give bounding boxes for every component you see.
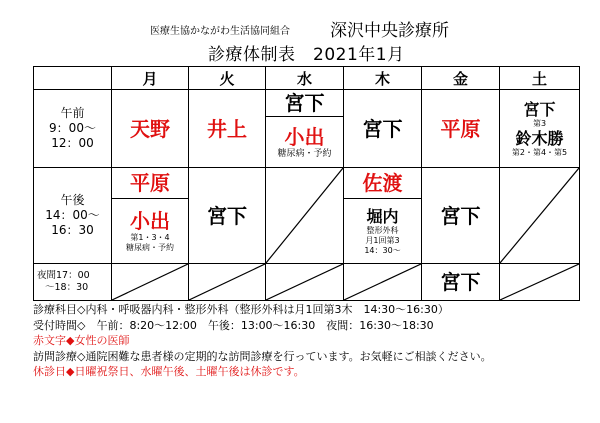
- pm-mon: [112, 168, 189, 264]
- am-row: [34, 90, 580, 168]
- doctor-note: 糖尿病・予約: [277, 148, 332, 159]
- day-thu: 木: [344, 67, 422, 90]
- doctor-name: 小出: [130, 209, 170, 233]
- doctor-name: 鈴木勝: [515, 128, 564, 148]
- am-fri: [422, 90, 500, 168]
- day-mon: 月: [112, 67, 189, 90]
- doctor-name: 宮下: [207, 203, 247, 228]
- doctor-name: 天野: [130, 116, 170, 141]
- notes: [33, 302, 593, 380]
- closed-slash: [189, 264, 265, 300]
- pm-row: [34, 168, 580, 264]
- night-mon-closed: [112, 264, 189, 301]
- am-mon: [112, 90, 189, 168]
- night-wed-closed: [266, 264, 344, 301]
- night-start: 夜間17：00: [37, 270, 90, 281]
- corner-cell: [34, 67, 112, 90]
- doctor-name: 佐渡: [362, 171, 403, 195]
- clinic-name: 深沢中央診療所: [330, 21, 449, 41]
- day-header-row: [34, 67, 580, 90]
- night-tue-closed: [189, 264, 266, 301]
- pm-start: 14：00～: [45, 208, 100, 222]
- closed-slash: [266, 264, 343, 300]
- doctor-note: 整形外科: [366, 225, 399, 235]
- note-departments: 診療科目◇内科・呼吸器内科・整形外科（整形外科は月1回第3木 14:30～16:30）: [33, 303, 449, 316]
- day-fri: 金: [422, 67, 500, 90]
- night-thu-closed: [344, 264, 422, 301]
- doctor-name: 井上: [207, 116, 247, 141]
- doctor-note: 第1・3・4: [130, 233, 170, 242]
- doctor-name: 宮下: [440, 203, 481, 228]
- night-sat-closed: [500, 264, 580, 301]
- note-reception-hours: 受付時間◇ 午前：8:20～12:00 午後：13:00～16:30 夜間：16:30～18:30: [33, 318, 434, 332]
- am-start: 9：00～: [49, 121, 96, 135]
- pm-time: [34, 168, 112, 264]
- doctor-note: 第2・第4・第5: [511, 147, 568, 157]
- am-time: [34, 90, 112, 168]
- schedule-table: [33, 66, 580, 301]
- pm-thu: [344, 168, 422, 264]
- pm-sat-closed: [500, 168, 580, 264]
- doctor-name: 小出: [284, 124, 325, 149]
- pm-wed-closed: [266, 168, 344, 264]
- doctor-name: 宮下: [362, 116, 403, 141]
- pm-label: 午後: [60, 193, 85, 207]
- night-end: ～18：30: [45, 282, 89, 293]
- doctor-name: 宮下: [440, 270, 481, 294]
- closed-slash: [112, 264, 188, 300]
- note-home-visit: 訪問診療◇通院困難な患者様の定期的な訪問診療を行っています。お気軽にご相談ください。: [33, 349, 492, 363]
- am-wed: [266, 90, 344, 168]
- org-name: 医療生協かながわ生活協同組合: [150, 26, 290, 37]
- schedule-title: 診療体制表 2021年1月: [208, 45, 405, 65]
- note-red-legend: 赤文字◆女性の医師: [33, 334, 130, 347]
- doctor-name: 宮下: [523, 99, 556, 119]
- doctor-name: 平原: [130, 171, 170, 195]
- am-tue: [189, 90, 266, 168]
- pm-fri: [422, 168, 500, 264]
- night-fri: [422, 264, 500, 301]
- am-thu: [344, 90, 422, 168]
- doctor-name: 堀内: [366, 206, 399, 226]
- night-row: [34, 264, 580, 301]
- pm-tue: [189, 168, 266, 264]
- closed-slash: [266, 168, 343, 263]
- doctor-note: 月1回第3: [365, 235, 400, 245]
- am-sat: [500, 90, 580, 168]
- doctor-note: 14：30～: [364, 245, 401, 255]
- closed-slash: [500, 264, 579, 300]
- doctor-note: 第3: [532, 118, 547, 128]
- am-end: 12：00: [51, 136, 94, 150]
- night-time: [34, 264, 112, 301]
- day-wed: 水: [266, 67, 344, 90]
- doctor-note: 糖尿病・予約: [126, 243, 174, 252]
- day-sat: 土: [500, 67, 580, 90]
- doctor-name: 平原: [440, 116, 481, 141]
- closed-slash: [500, 168, 579, 263]
- note-holidays: 休診日◆日曜祝祭日、水曜午後、土曜午後は休診です。: [33, 365, 305, 378]
- closed-slash: [344, 264, 421, 300]
- doctor-name: 宮下: [284, 91, 325, 115]
- day-tue: 火: [189, 67, 266, 90]
- am-label: 午前: [60, 106, 85, 120]
- pm-end: 16：30: [51, 223, 94, 237]
